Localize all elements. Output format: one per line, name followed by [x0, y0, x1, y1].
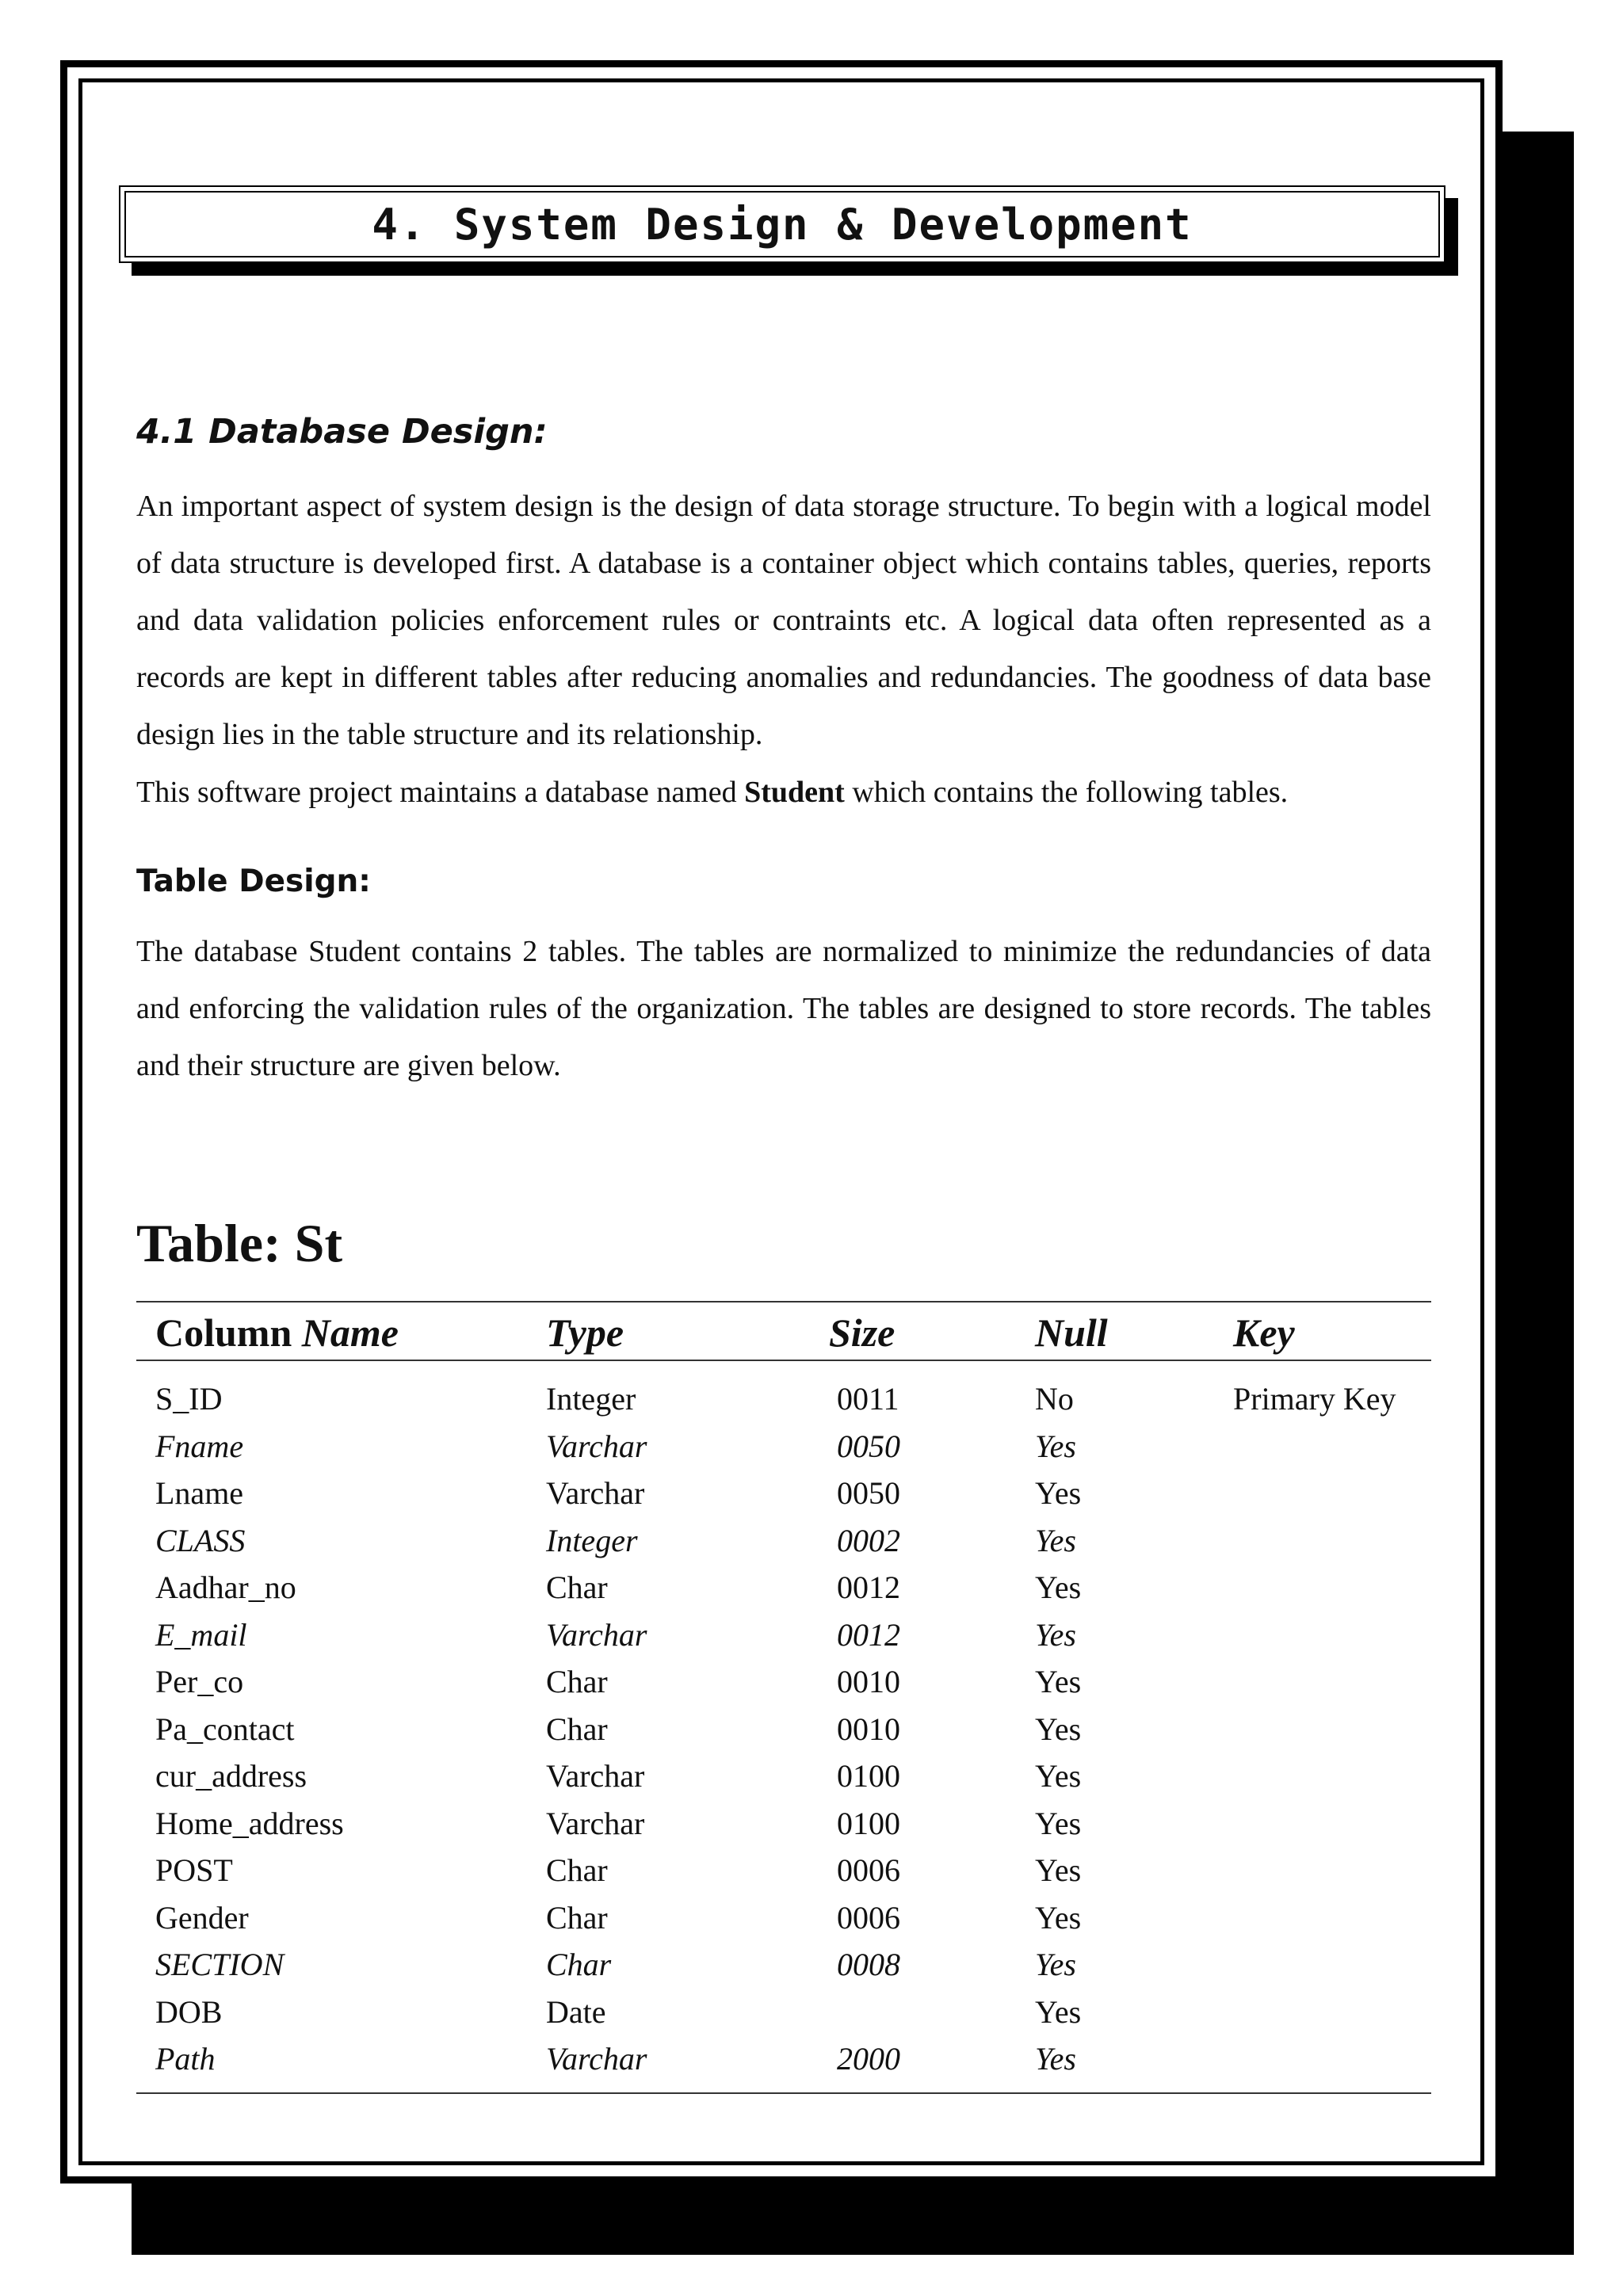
- cell-key: [1233, 1989, 1431, 2036]
- cell-column-name: CLASS: [155, 1522, 246, 1558]
- table-row: [136, 1800, 1431, 1848]
- cell-type: Varchar: [546, 1475, 645, 1512]
- table-row: [136, 1894, 1431, 1942]
- cell-column-name: Gender: [155, 1899, 249, 1936]
- header-type: Type: [546, 1302, 829, 1360]
- header-column-plain: Column: [155, 1310, 302, 1355]
- cell-type: Varchar: [546, 1805, 645, 1841]
- cell-key: [1233, 1517, 1431, 1565]
- table-row: [136, 2035, 1431, 2093]
- database-name: Student: [744, 776, 845, 809]
- cell-null: Yes: [1035, 1664, 1082, 1700]
- cell-column-name: POST: [155, 1852, 233, 1889]
- cell-null: Yes: [1035, 1616, 1076, 1653]
- table-row: [136, 1564, 1431, 1611]
- cell-null: Yes: [1035, 1993, 1082, 2030]
- database-intro-before: This software project maintains a database named: [136, 776, 745, 809]
- cell-type: Varchar: [546, 1616, 647, 1653]
- table-row: [136, 1423, 1431, 1470]
- cell-type: Char: [546, 1569, 608, 1606]
- table-header-row: [136, 1302, 1431, 1360]
- cell-column-name: Pa_contact: [155, 1711, 295, 1747]
- cell-null: Yes: [1035, 1852, 1082, 1889]
- cell-size: 0012: [837, 1616, 900, 1653]
- cell-null: Yes: [1035, 1711, 1082, 1747]
- cell-key: [1233, 1423, 1431, 1470]
- table-row: [136, 1517, 1431, 1565]
- cell-key: [1233, 1847, 1431, 1894]
- cell-size: 0010: [837, 1664, 900, 1700]
- cell-key: [1233, 1564, 1431, 1611]
- header-null: Null: [1035, 1302, 1233, 1360]
- table-body: [136, 1360, 1431, 2093]
- cell-column-name: E_mail: [155, 1616, 247, 1653]
- header-column-name: [136, 1302, 546, 1360]
- cell-type: Char: [546, 1852, 608, 1889]
- cell-size: 2000: [829, 2035, 1035, 2093]
- cell-null: Yes: [1035, 1428, 1076, 1464]
- header-key: Key: [1233, 1302, 1431, 1360]
- cell-column-name: Home_address: [155, 1805, 344, 1841]
- table-caption: Table: St: [136, 1213, 343, 1273]
- cell-size: 0012: [837, 1569, 900, 1606]
- cell-null: Yes: [1035, 1522, 1076, 1558]
- cell-null: Yes: [1035, 1475, 1082, 1512]
- table-row: [136, 1753, 1431, 1800]
- cell-size: 0006: [837, 1852, 900, 1889]
- cell-type: Integer: [546, 1381, 636, 1417]
- cell-column-name: Aadhar_no: [155, 1569, 296, 1606]
- header-column-italic: Name: [301, 1310, 399, 1355]
- header-size: Size: [829, 1302, 1035, 1360]
- table-row: [136, 1470, 1431, 1517]
- cell-key: Primary Key: [1233, 1381, 1396, 1417]
- cell-size: 0100: [837, 1758, 900, 1794]
- chapter-banner: [119, 185, 1445, 263]
- table-row: [136, 1658, 1431, 1706]
- table-row: [136, 1706, 1431, 1753]
- cell-key: [1233, 2035, 1431, 2093]
- cell-size: 0050: [837, 1475, 900, 1512]
- database-design-paragraph: An important aspect of system design is the design of data storage structure. To begin with a logical model of data structure is developed first. A database is a container object which contains tables, queries, reports and data validation policies enforcement rules or contraints etc. A logical data often represented as a records are kept in different tables after reducing anomalies and redundancies. The goodness of data base design lies in the table structure and its relationship.: [136, 490, 1431, 751]
- section-heading-table-design: Table Design:: [136, 864, 371, 899]
- cell-size: 0006: [837, 1899, 900, 1936]
- cell-size: 0002: [837, 1522, 900, 1558]
- cell-column-name: S_ID: [155, 1381, 223, 1417]
- cell-key: [1233, 1800, 1431, 1848]
- cell-type: Varchar: [546, 2035, 829, 2093]
- cell-key: [1233, 1706, 1431, 1753]
- cell-column-name: Lname: [155, 1475, 244, 1512]
- cell-column-name: Per_co: [155, 1664, 244, 1700]
- cell-type: Integer: [546, 1522, 638, 1558]
- cell-key: [1233, 1894, 1431, 1942]
- cell-column-name: cur_address: [155, 1758, 307, 1794]
- cell-size: 0010: [837, 1711, 900, 1747]
- cell-size: 0050: [837, 1428, 900, 1464]
- table-row: [136, 1611, 1431, 1659]
- database-intro-paragraph: [136, 764, 1431, 821]
- cell-type: Char: [546, 1947, 612, 1983]
- cell-null: Yes: [1035, 1758, 1082, 1794]
- cell-key: [1233, 1611, 1431, 1659]
- database-intro-after: which contains the following tables.: [844, 776, 1289, 809]
- cell-key: [1233, 1470, 1431, 1517]
- table-row: [136, 1941, 1431, 1989]
- table-row: [136, 1989, 1431, 2036]
- cell-null: No: [1035, 1381, 1074, 1417]
- cell-size: 0100: [837, 1805, 900, 1841]
- cell-null: Yes: [1035, 1569, 1082, 1606]
- cell-null: Yes: [1035, 1947, 1076, 1983]
- table-row: [136, 1847, 1431, 1894]
- cell-column-name: SECTION: [155, 1947, 285, 1983]
- cell-size: 0008: [837, 1947, 900, 1983]
- cell-key: [1233, 1941, 1431, 1989]
- cell-type: Varchar: [546, 1758, 645, 1794]
- cell-column-name: DOB: [155, 1993, 223, 2030]
- chapter-title: 4. System Design & Development: [372, 199, 1193, 250]
- table-design-paragraph: The database Student contains 2 tables. The tables are normalized to minimize the redundancies of data and enforcing the validation rules of the organization. The tables are designed to store records. The tables and their structure are given below.: [136, 935, 1431, 1082]
- cell-size: [829, 1989, 1035, 2036]
- cell-type: Char: [546, 1664, 608, 1700]
- table-row: [136, 1360, 1431, 1423]
- cell-column-name: Fname: [155, 1428, 244, 1464]
- cell-key: [1233, 1658, 1431, 1706]
- cell-type: Char: [546, 1711, 608, 1747]
- cell-column-name: Path: [136, 2035, 546, 2093]
- cell-null: Yes: [1035, 1805, 1082, 1841]
- cell-type: Char: [546, 1899, 608, 1936]
- cell-null: Yes: [1035, 2035, 1233, 2093]
- cell-size: 0011: [837, 1381, 899, 1417]
- section-heading-database-design: 4.1 Database Design:: [136, 412, 548, 452]
- chapter-banner-inner: [124, 191, 1440, 257]
- cell-type: Varchar: [546, 1428, 647, 1464]
- cell-null: Yes: [1035, 1899, 1082, 1936]
- cell-key: [1233, 1753, 1431, 1800]
- student-table-structure: [136, 1301, 1431, 2094]
- cell-type: Date: [546, 1993, 606, 2030]
